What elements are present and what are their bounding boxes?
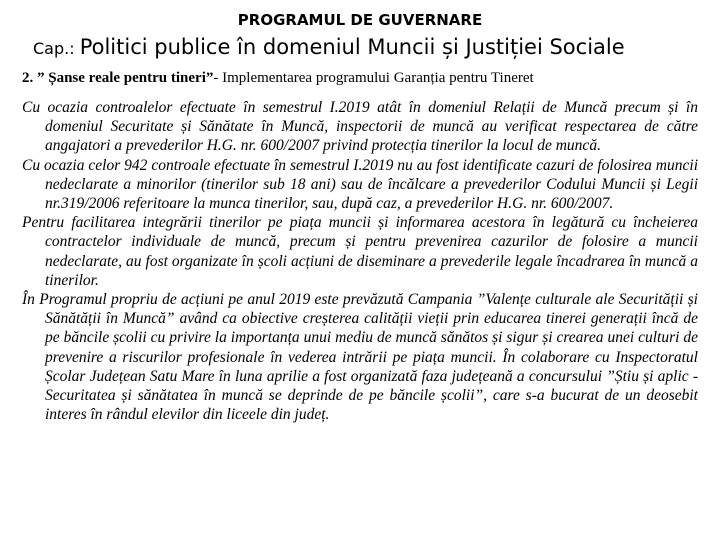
- chapter-prefix: Cap.:: [33, 39, 75, 58]
- section-subtitle: - Implementarea programului Garanția pentru Tineret: [213, 70, 534, 86]
- paragraph-1: Cu ocazia controalelor efectuate în semestrul I.2019 atât în domeniul Relații de Muncă precum și în domeniul Securitate și Sănătate în Muncă, inspectorii de muncă au verificat respectarea de către angajatori a prevederilor H.G. nr. 600/2007 privind protecția tinerilor la locul de muncă.: [22, 99, 698, 155]
- paragraph-3: Pentru facilitarea integrării tinerilor pe piața muncii și informarea acestora în legătură cu încheierea contractelor individuale de muncă, precum și pentru prevenirea cazurilor de folosire a muncii nedeclarate, au fost organizate în școli acțiuni de diseminare a prevederile legale încadrarea în muncă a tinerilor.: [22, 214, 698, 289]
- chapter-heading: [33, 35, 713, 59]
- section-number: 2.: [22, 70, 34, 86]
- chapter-title: Politici publice în domeniul Muncii și Justiției Sociale: [79, 35, 625, 59]
- page-title: PROGRAMUL DE GUVERNARE: [237, 11, 483, 29]
- body-text: [22, 98, 698, 424]
- section-heading: [22, 70, 712, 87]
- paragraph-2: Cu ocazia celor 942 controale efectuate în semestrul I.2019 nu au fost identificate cazuri de folosirea muncii nedeclarate a minorilor (tinerilor sub 18 ani) sau de încălcare a prevederilor Codului Muncii și Legii nr.319/2006 referitoare la munca tinerilor, sau, după caz, a prevederilor H.G. nr. 600/2007.: [22, 156, 698, 213]
- paragraph-4: În Programul propriu de acțiuni pe anul 2019 este prevăzută Campania ”Valențe culturale ale Securității și Sănătății în Muncă” având ca obiective creșterea calității vieții prin educarea tinerei generații încă de pe băncile școlii cu privire la importanța unui mediu de muncă sănătos și sigur și crearea unei culturi de prevenire a riscurilor profesionale în vederea intrării pe piața muncii. În colaborare cu Inspectoratul Școlar Județean Satu Mare în luna aprilie a fost organizată faza județeană a concursului ”Știu și aplic - Securitatea și sănătatea în muncă se deprinde de pe băncile școlii”, care s-a bucurat de un deosebit interes în rândul elevilor din liceele din județ.: [22, 291, 698, 424]
- section-title: ” Șanse reale pentru tineri”: [37, 70, 214, 86]
